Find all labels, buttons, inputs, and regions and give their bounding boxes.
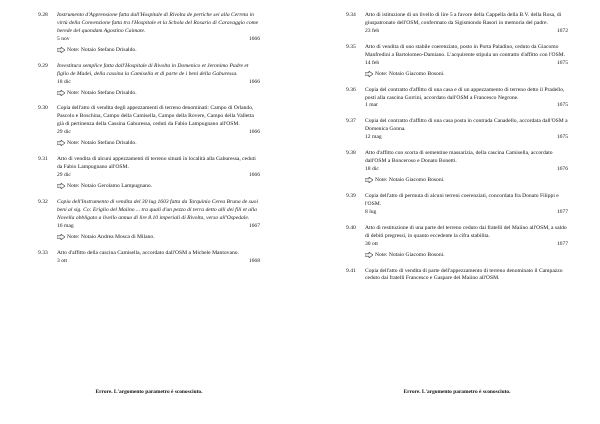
- entry-year: 1675: [556, 59, 568, 66]
- entry-note-text: Note: Notaio Andrea Mosca di Milano.: [67, 233, 155, 240]
- entry-year: 1677: [556, 208, 568, 215]
- entry-date: 14 feb: [365, 59, 380, 66]
- footer-right: Errore. L'argomento parametro è sconosciuto.: [403, 389, 511, 395]
- entry-year: 1675: [556, 102, 568, 109]
- entry-date: 8 lug: [365, 208, 377, 215]
- entry-note: [57, 183, 260, 191]
- note-pointer-icon: [365, 252, 373, 258]
- entry-text: Investitura semplice fatta dall'Hospitale di Rivolta in Domenico et Jeronimo Padre et figlio de Madei, della cassina la Camisella et di parte de i beni della Gaburessa.: [57, 62, 249, 77]
- entry-year: 1666: [248, 172, 260, 178]
- entry-note-text: Note: Notaio Stefano Drisaldo.: [67, 46, 137, 53]
- entry-9-37: [346, 118, 568, 142]
- entry-number: 9.34: [346, 12, 356, 18]
- entry-note-text: Note: Notaio Giacomo Bosoni.: [375, 251, 445, 258]
- left-column: [38, 12, 260, 273]
- entry-number: 9.30: [38, 105, 48, 112]
- entry-year: 1667: [248, 222, 260, 229]
- entry-number: 9.28: [38, 12, 48, 18]
- note-pointer-icon: [57, 90, 65, 96]
- entry-text: Copia dell'atto di vendita degli appezzamenti di terreno denominati: Campo di Orlando, Pascolo e Boschina, Campo della Camisella, Campo della Rovere, Campo della Valletta già di pertinenza della Cassina Gaburessa, ceduti da Fabio Lampugnano all'OSM.: [57, 105, 254, 128]
- right-column: [346, 12, 568, 291]
- entry-number: 9.41: [346, 267, 356, 274]
- entry-date: 18 dic: [365, 166, 379, 173]
- entry-note-text: Note: Notaio Giacomo Bosoni.: [375, 70, 445, 77]
- entry-text: Atto d'affitto della cascina Camisella, accordato dall'OSM a Michele Mantovano.: [57, 249, 239, 256]
- entry-date: 12 mag: [365, 134, 382, 141]
- entry-year: 1666: [248, 78, 260, 85]
- entry-date: 30 ott: [365, 240, 378, 247]
- entry-text: Copia dell'Instrumento di vendita del 30 lug 1603 fatta da Tarquinio Cerea Bruna de suoi beni al sig. Co: Eriglio del Maiino ... tra quali d'un pezzo di terra detto alli dei fili et alla Novella obbligato a livello annuo di lire 8.10 imperiali di Rivolta, verso all'Ospedale.: [57, 198, 259, 221]
- entry-date: 5 nov: [57, 35, 70, 42]
- entry-year: 1672: [556, 27, 568, 34]
- entry-9-33: [38, 250, 260, 266]
- entry-note: [365, 252, 568, 260]
- entry-year: 1666: [248, 129, 260, 136]
- entry-date: 18 dic: [57, 78, 71, 85]
- entry-text: Copia del contratto d'affitto di una casa posta in contrada Canadello, accordata dall'OSM a Domenica Gonna.: [365, 118, 568, 133]
- entry-9-40: [346, 225, 568, 260]
- entry-number: 9.29: [38, 62, 48, 69]
- entry-9-35: [346, 44, 568, 79]
- entry-number: 9.33: [38, 249, 48, 256]
- entry-note-text: Note: Notaio Stefano Drisaldo.: [67, 140, 137, 147]
- entry-number: 9.38: [346, 150, 356, 157]
- entry-number: 9.39: [346, 192, 356, 199]
- entry-text: Copia dell'atto di permuta di alcuni terreni coerenziati, concordata fra Donato Filippi e l'OSM.: [365, 192, 559, 207]
- entry-date: 16 mag: [57, 222, 74, 229]
- footer-left: Errore. L'argomento parametro è sconosciuto.: [95, 389, 203, 395]
- entry-text: Copia del contratto d'affitto di una casa e di un appezzamento di terreno detto il Pradello, posti alla cascina Gorrini, accordato dall'OSM a Francesco Negrone.: [365, 86, 565, 101]
- entry-note: [57, 234, 260, 242]
- entry-text: Atto di istituzione di un livello di lire 5 a favore della Cappella della B.V. della Rosa, di giuspatronato dell'OSM, confermato da Sigismondo Rasori in memoria del padre.: [365, 12, 562, 26]
- entry-note: [57, 90, 260, 98]
- entry-9-31: [38, 156, 260, 191]
- entry-date: 29 dic: [57, 172, 71, 178]
- entry-9-28: [38, 12, 260, 55]
- note-pointer-icon: [57, 47, 65, 53]
- entry-9-36: [346, 87, 568, 111]
- entry-text: Instrumento d'Apprensione fatta dall'Hospitale di Rivolta de pertiche sei alla Cerreta in virtù della Convenzione fatta tra l'Hospitale et la Schola del Rosario di Caravaggio come herede del quondam Agostino Caimate.: [57, 12, 259, 34]
- entry-note: [365, 71, 568, 79]
- entry-note: [365, 177, 568, 185]
- entry-9-38: [346, 150, 568, 185]
- entry-number: 9.40: [346, 224, 356, 231]
- entry-year: 1668: [248, 257, 260, 264]
- entry-note: [57, 140, 260, 148]
- entry-year: 1666: [248, 35, 260, 42]
- entry-9-29: [38, 63, 260, 98]
- entry-text: Atto di vendita di alcuni appezzamenti di terreno situati in località alla Gaburessa, ceduti da Fabio Lampugnano all'OSM.: [57, 156, 256, 171]
- entry-number: 9.32: [38, 198, 48, 205]
- entry-date: 3 ott: [57, 257, 68, 264]
- entry-9-39: [346, 193, 568, 217]
- entry-date: 23 feb: [365, 27, 380, 34]
- entry-9-41: [346, 268, 568, 284]
- note-pointer-icon: [57, 234, 65, 240]
- note-pointer-icon: [57, 183, 65, 189]
- entry-number: 9.36: [346, 86, 356, 93]
- entry-9-32: [38, 199, 260, 242]
- entry-number: 9.35: [346, 43, 356, 50]
- entry-note-text: Note: Notaio Giacomo Bosoni.: [375, 177, 445, 183]
- entry-text: Atto di vendita di uno stabile coerenziato, posto in Porta Paladino, ceduto da Giacomo Manfredini a Bartolomeo-Damiano. L'acquirente stipula un contratto d'affitto con l'OSM.: [365, 43, 566, 58]
- entry-number: 9.31: [38, 156, 48, 163]
- entry-text: Atto di restituzione di una parte del terreno ceduto dai fratelli del Maiino all'OSM, a saldo di debiti pregressi, in quanto eccedente la cifra stabilita.: [365, 224, 567, 239]
- entry-9-30: [38, 105, 260, 148]
- entry-note-text: Note: Notaio Stefano Drisaldo.: [67, 89, 137, 96]
- entry-text: Copia dell'atto di vendita di parte dell'appezzamento di terreno denominato il Campazzo ceduto dai fratelli Francesco e Gaspare del Maiino all'OSM.: [365, 267, 563, 282]
- entry-9-34: [346, 12, 568, 36]
- entry-note-text: Note: Notaio Gerolamo Lampugnano.: [67, 182, 153, 189]
- entry-date: 29 dic: [57, 129, 71, 136]
- entry-text: Atto d'affitto con scorta di sementine massarizia, della cascina Camisella, accordato dall'OSM a Bonceroso e Donato Bonetti.: [365, 150, 553, 165]
- entry-year: 1676: [556, 166, 568, 173]
- note-pointer-icon: [365, 177, 373, 183]
- note-pointer-icon: [57, 140, 65, 146]
- note-pointer-icon: [365, 71, 373, 77]
- entry-date: 1 mar: [365, 102, 378, 109]
- entry-number: 9.37: [346, 118, 356, 125]
- entry-year: 1675: [556, 134, 568, 141]
- entry-year: 1677: [556, 240, 568, 247]
- entry-note: [57, 47, 260, 55]
